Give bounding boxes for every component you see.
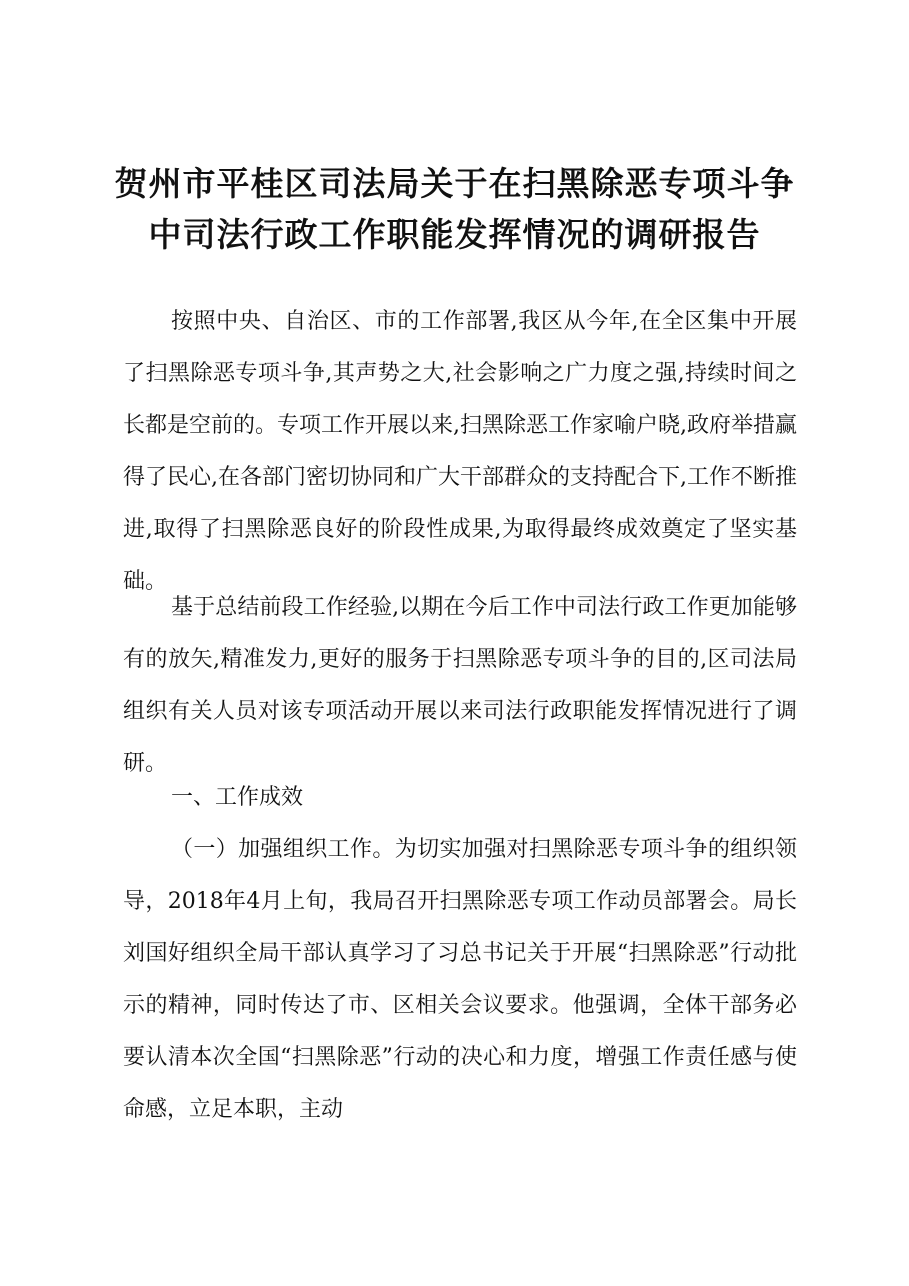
- section-heading-work-results: 一、工作成效: [171, 785, 304, 810]
- purpose-paragraph: 基于总结前段工作经验,以期在今后工作中司法行政工作更加能够有的放矢,精准发力,更好的服务于扫黑除恶专项斗争的目的,区司法局组织有关人员对该专项活动开展以来司法行政职能发挥情况进行了调研。: [123, 595, 797, 776]
- intro-paragraph: 按照中央、自治区、市的工作部署,我区从今年,在全区集中开展了扫黑除恶专项斗争,其声势之大,社会影响之广力度之强,持续时间之长都是空前的。专项工作开展以来,扫黑除恶工作家喻户晓,政府举措赢得了民心,在各部门密切协同和广大干部群众的支持配合下,工作不断推进,取得了扫黑除恶良好的阶段性成果,为取得最终成效奠定了坚实基础。: [123, 309, 797, 594]
- document-title-line-1: 贺州市平桂区司法局关于在扫黑除恶专项斗争: [114, 164, 795, 203]
- subsection-paragraph-organization: （一）加强组织工作。为切实加强对扫黑除恶专项斗争的组织领导，2018年4月上旬，我局召开扫黑除恶专项工作动员部署会。局长刘国好组织全局干部认真学习了习总书记关于开展“扫黑除恶”行动批示的精神，同时传达了市、区相关会议要求。他强调，全体干部务必要认清本次全国“扫黑除恶”行动的决心和力度，增强工作责任感与使命感，立足本职，主动: [123, 837, 797, 1122]
- document-title-line-2: 中司法行政工作职能发挥情况的调研报告: [148, 215, 761, 254]
